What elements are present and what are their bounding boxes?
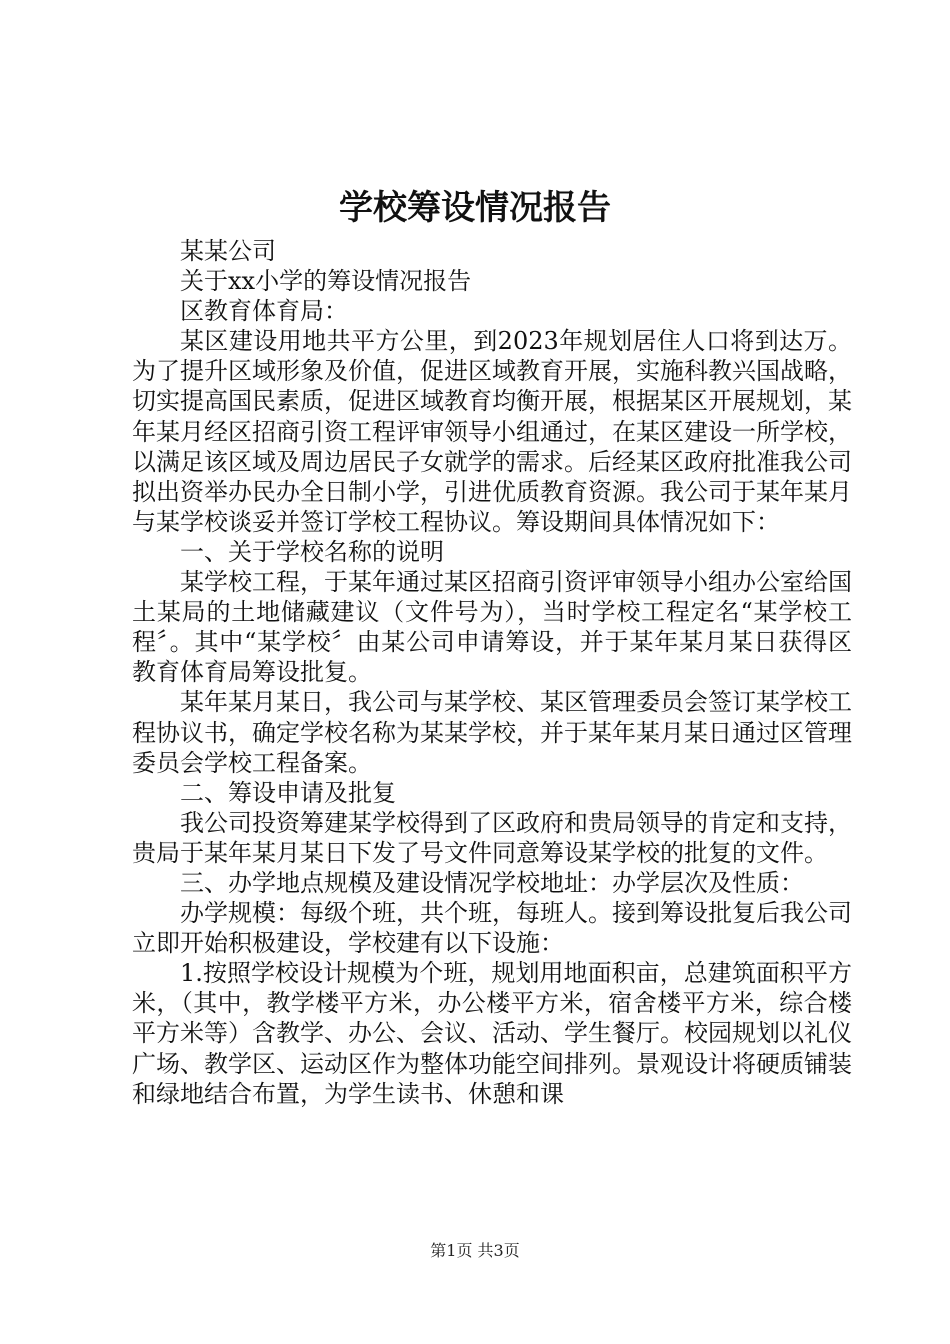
- body-paragraph: 1.按照学校设计规模为个班，规划用地面积亩，总建筑面积平方米，（其中，教学楼平方米，办公楼平方米，宿舍楼平方米，综合楼平方米等）含教学、办公、会议、活动、学生餐厅。校园规划以礼仪广场、教学区、运动区作为整体功能空间排列。景观设计将硬质铺装和绿地结合布置，为学生读书、休憩和课: [132, 959, 852, 1108]
- body-paragraph: 某学校工程，于某年通过某区招商引资评审领导小组办公室给国土某局的土地储藏建议（文件号为），当时学校工程定名“某学校工程〞。其中“某学校〞由某公司申请筹设，并于某年某月某日获得区教育体育局筹设批复。: [132, 568, 852, 687]
- section-heading: 二、筹设申请及批复: [180, 778, 396, 807]
- body-paragraph: 办学规模：每级个班，共个班，每班人。接到筹设批复后我公司立即开始积极建设，学校建有以下设施：: [132, 899, 852, 958]
- body-paragraph: 某区建设用地共平方公里，到2023年规划居住人口将到达万。为了提升区域形象及价值，促进区域教育开展，实施科教兴国战略，切实提高国民素质，促进区域教育均衡开展，根据某区开展规划，某年某月经区招商引资工程评审领导小组通过，在某区建设一所学校，以满足该区域及周边居民子女就学的需求。后经某区政府批准我公司拟出资举办民办全日制小学，引进优质教育资源。我公司于某年某月与某学校谈妥并签订学校工程协议。筹设期间具体情况如下：: [132, 327, 852, 536]
- section-heading: 三、办学地点规模及建设情况学校地址：办学层次及性质：: [180, 868, 804, 897]
- section-heading: 一、关于学校名称的说明: [180, 537, 444, 566]
- subject-line: 关于xx小学的筹设情况报告: [180, 267, 472, 296]
- document-title: 学校筹设情况报告: [339, 188, 611, 228]
- sender-line: 某某公司: [180, 237, 276, 265]
- document-body: [132, 236, 852, 1109]
- page-footer: 第1页 共3页: [430, 1241, 520, 1260]
- recipient-line: 区教育体育局：: [180, 297, 348, 326]
- body-paragraph: 我公司投资筹建某学校得到了区政府和贵局领导的肯定和支持，贵局于某年某月某日下发了号文件同意筹设某学校的批复的文件。: [132, 808, 852, 867]
- body-paragraph: 某年某月某日，我公司与某学校、某区管理委员会签订某学校工程协议书，确定学校名称为某某学校，并于某年某月某日通过区管理委员会学校工程备案。: [132, 688, 852, 777]
